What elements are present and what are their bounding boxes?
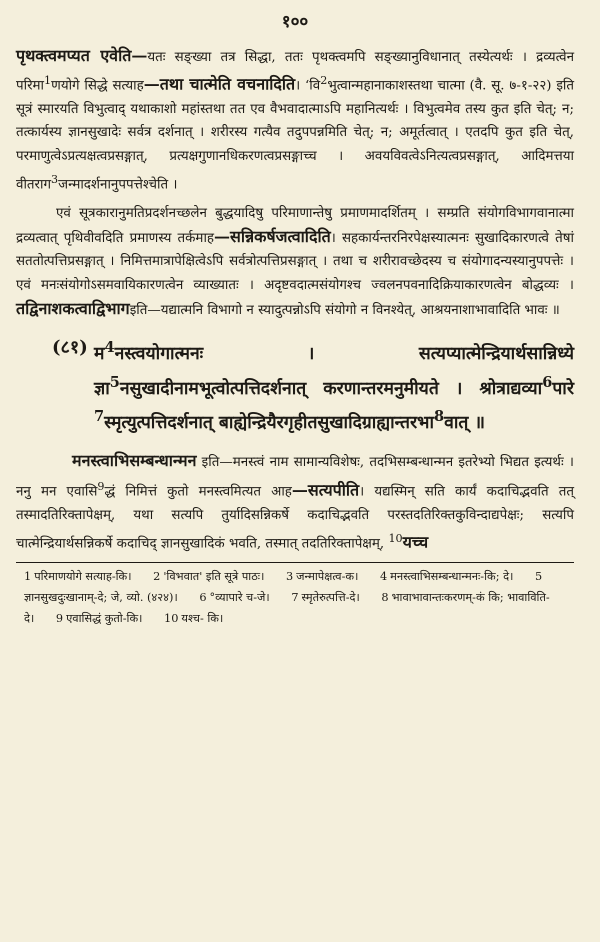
lead-phrase: मनस्त्वाभिसम्बन्धान्मन: [72, 451, 197, 471]
commentary-paragraph-2: [16, 202, 574, 322]
footnote-number: 9: [55, 611, 64, 625]
text-span: एवं सूत्रकारानुमतिप्रदर्शनच्छलेन बुद्धयादिषु परिमाणान्तेषु प्रमाणमादर्शितम् । सम्प्रति संयोगविभागवानात्मा द्रव्यत्वात् पृथिवीवदिति प्रमाणस्य तर्कमाह: [16, 205, 574, 247]
bold-phrase: —सन्निकर्षजत्वादिति: [214, 227, 331, 247]
text-span: वात् ॥: [444, 412, 485, 433]
footnote-text: भावाभावान्तःकरणम्-कं कि; भावाविति-दे।: [24, 590, 550, 625]
footnote-marker: 5: [109, 373, 120, 391]
text-span: पारे: [552, 378, 574, 399]
text-span: म: [94, 344, 105, 365]
text-span: । यद्यस्मिन् सति कार्यं कदाचिद्भवति तत् तस्मादतिरिक्तापेक्षम्, यथा सत्यपि तुर्यादिसन्निकर्षे कदाचिद्भवति परस्तदतिरिक्तकुविन्दाद्यपेक्षः; सत्यपि चात्मेन्द्रियार्थसन्निकर्षे कदाचिद् ज्ञानसुखादिकं भवति, तस्मात् तदतिरिक्तापेक्षम्,: [16, 484, 575, 552]
commentary-paragraph-3: [16, 449, 574, 556]
footnote-text: यश्च- कि।: [181, 611, 224, 625]
bold-phrase: तद्विनाशकत्वाद्विभाग: [16, 298, 130, 318]
commentary-paragraph-1: [16, 44, 574, 197]
text-span: द्धं निमित्तं कुतो मनस्त्वमित्यत आह: [104, 484, 292, 500]
footnotes: [16, 567, 574, 629]
text-span: णयोगे सिद्धे सत्याह: [51, 78, 144, 94]
text-span: इति—मनस्त्वं नाम सामान्यविशेषः, तदभिसम्बन्धान्मन इतरेभ्यो भिद्यत इत्यर्थः । ननु मन एवासि: [16, 455, 574, 500]
page-number: १००: [281, 12, 309, 32]
footnote: [153, 570, 264, 583]
footnote-marker: 4: [104, 339, 115, 357]
footnote-text: स्मृतेरुत्पत्ति-दे।: [301, 590, 360, 604]
text-span: जन्मादर्शनानुपपत्तेश्चेति ।: [58, 177, 178, 193]
text-span: इति—यद्यात्मनि विभागो न स्यादुत्पन्नोऽपि संयोगो न विनश्येत्, आश्रयनाशाभावादिति भावः ॥: [129, 302, 560, 318]
sutra-verse: [16, 334, 574, 437]
footnote-number: 3: [285, 570, 294, 584]
bold-phrase: —तथा चात्मेति वचनादिति: [143, 74, 296, 94]
footnote-number: 1: [24, 570, 32, 584]
text-span: । ‘वि: [295, 78, 321, 94]
footnote-marker: 2: [320, 74, 328, 88]
text-span: भुत्वान्महानाकाशस्तथा चात्मा (वै. सू. ७-१-२२) इति सूत्रं स्मारयति विभुत्वाद् यथाकाशो महांस्तथा तत एव वैभवादात्माऽपि महानित्यर्थः । विभुत्वमेव तस्य कुत इति चेत्; न; तत्कार्यस्य ज्ञानसुखादेः सर्वत्र दर्शनात् । शरीरस्य गत्यैव तदुपपन्नमिति चेत्; न; अमूर्तत्वात् । एतदपि कुत इति चेत्, परमाणुत्वेऽप्रत्यक्षत्वप्रसङ्गात्, प्रत्यक्षगुणानधिकरणत्वप्रसङ्गाच्च । अवयविवत्वेऽनित्यत्वप्रसङ्गात्, आदिमत्तया वीतराग: [16, 78, 575, 193]
footnote: [164, 612, 223, 625]
footnote-number: 2: [153, 570, 161, 584]
footnote: [291, 591, 360, 604]
verse-text: [94, 334, 574, 437]
bold-phrase: यच्च: [402, 532, 429, 552]
text-span: । सहकार्यन्तरनिरपेक्षस्यात्मनः सुखादिकारणत्वे तेषां सततोत्पत्तिप्रसङ्गात् । निमित्तमात्रापेक्षित्वेऽपि सर्वत्रोत्पत्तिप्रसङ्गात् । तथा च शरीरावच्छेदस्य च संयोगादन्यस्यानुपपत्तेः । एवं मनःसंयोगोऽसमवायिकारणत्वेन व्याख्यातः । अदृष्टवदात्मसंयोगश्च ज्वलनपवनादिक्रियाकारणत्वेन बोद्धव्यः ।: [16, 231, 574, 293]
text-span: नसुखादीनामभूत्वोत्पत्तिदर्शनात् करणान्तरमनुमीयते । श्रोत्राद्यव्या: [119, 378, 543, 399]
footnote-divider: [16, 562, 574, 563]
footnote-number: 6: [199, 590, 207, 604]
footnote-marker: 8: [433, 407, 445, 425]
footnote-text: 'विभवात' इति सूत्रे पाठः।: [163, 570, 265, 584]
footnote-number: 10: [164, 611, 179, 625]
footnote-marker: 9: [97, 479, 105, 493]
footnote-number: 8: [381, 590, 389, 604]
footnote-number: 7: [291, 590, 299, 604]
footnote-text: °व्यापारे च-जे।: [209, 590, 270, 604]
footnote-marker: 1: [44, 74, 52, 88]
footnote: [286, 570, 358, 583]
footnote-number: 5: [535, 570, 543, 584]
footnote: [56, 612, 143, 625]
lead-phrase: पृथक्त्वमप्यत एवेति—: [16, 46, 148, 65]
text-span: नस्त्वयोगात्मनः । सत्यप्यात्मेन्द्रियार्थसान्निध्ये ज्ञा: [94, 344, 574, 399]
bold-phrase: —सत्यपीति: [291, 480, 360, 500]
footnote-number: 4: [379, 570, 388, 584]
footnote-text: ज्ञानसुखदुःखानाम्-दे; जे, व्यो. (४२४)।: [24, 590, 178, 604]
footnote-text: एवासिद्धं कुतो-कि।: [66, 611, 143, 625]
verse-number: (८१): [52, 337, 88, 359]
footnote-text: मनस्त्वाभिसम्बन्धान्मनः-कि; दे।: [390, 570, 514, 584]
footnote: [24, 570, 132, 583]
footnote: [199, 591, 269, 604]
text-span: यतः सङ्ख्या तत्र सिद्धा, ततः पृथक्त्वमपि सङ्ख्यानुविधानात् तस्येत्यर्थः । द्रव्यत्वेन परिमा: [16, 50, 574, 94]
footnote-marker: 10: [388, 532, 403, 546]
footnote-marker: 3: [51, 172, 59, 186]
footnote-marker: 7: [94, 407, 105, 425]
text-span: स्मृत्युत्पत्तिदर्शनात् बाह्येन्द्रियैरगृहीतसुखादिग्राह्यान्तरभा: [104, 412, 434, 433]
footnote: [380, 570, 513, 583]
footnote-text: जन्मापेक्षत्व-क।: [296, 570, 359, 584]
footnote-marker: 6: [542, 373, 553, 391]
footnote-text: परिमाणयोगे सत्याह-कि।: [34, 570, 132, 584]
